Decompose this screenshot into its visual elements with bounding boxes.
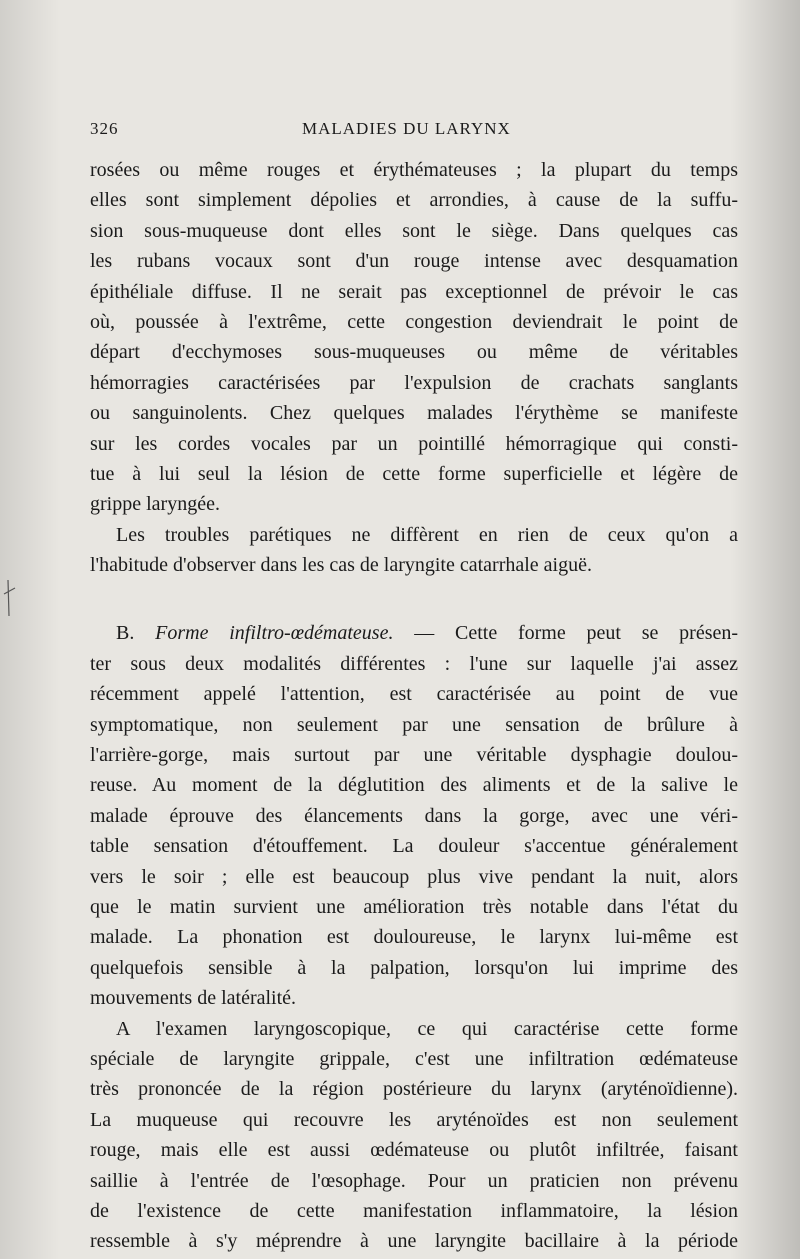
text-line: grippe laryngée. — [90, 493, 220, 516]
text-line: les rubans vocaux sont d'un rouge intense avec desquamation — [90, 250, 738, 273]
text-line: malade. La phonation est douloureuse, le larynx lui-même est — [90, 926, 738, 949]
text-line: ter sous deux modalités différentes : l'une sur laquelle j'ai assez — [90, 652, 738, 675]
text-line: reuse. Au moment de la déglutition des aliments et de la salive le — [90, 774, 738, 797]
section-heading-line — [90, 618, 738, 648]
body-text — [90, 155, 738, 1257]
paragraph-gap — [90, 580, 738, 618]
text-line: sion sous-muqueuse dont elles sont le siège. Dans quelques cas — [90, 219, 738, 242]
text-line: La muqueuse qui recouvre les aryténoïdes est non seulement — [90, 1108, 738, 1131]
text-line: spéciale de laryngite grippale, c'est une infiltration œdémateuse — [90, 1047, 738, 1070]
text-line: vers le soir ; elle est beaucoup plus vive pendant la nuit, alors — [90, 865, 738, 888]
section-first-line-text: — Cette forme peut se présen- — [393, 622, 738, 645]
text-line: très prononcée de la région postérieure du larynx (aryténoïdienne). — [90, 1078, 738, 1101]
text-line: table sensation d'étouffement. La douleur s'accentue généralement — [90, 835, 738, 858]
text-line: quelquefois sensible à la palpation, lorsqu'on lui imprime des — [90, 956, 738, 979]
text-line: ou sanguinolents. Chez quelques malades l'érythème se manifeste — [90, 402, 738, 425]
section-title: Forme infiltro-œdémateuse. — [155, 622, 394, 645]
text-line: tue à lui seul la lésion de cette forme superficielle et légère de — [90, 462, 738, 485]
text-line: l'habitude d'observer dans les cas de laryngite catarrhale aiguë. — [90, 554, 592, 577]
text-line: récemment appelé l'attention, est caractérisée au point de vue — [90, 683, 738, 706]
text-line: l'arrière-gorge, mais surtout par une véritable dysphagie doulou- — [90, 744, 738, 767]
section-label: B. — [116, 622, 135, 645]
running-head-title: MALADIES DU LARYNX — [302, 119, 511, 138]
page-number: 326 — [90, 119, 119, 138]
text-line: de l'existence de cette manifestation inflammatoire, la lésion — [90, 1199, 738, 1222]
text-line: mouvements de latéralité. — [90, 987, 297, 1010]
text-line: sur les cordes vocales par un pointillé hémorragique qui consti- — [90, 432, 738, 455]
text-line: Les troubles parétiques ne diffèrent en rien de ceux qu'on a — [116, 523, 738, 546]
text-line: départ d'ecchymoses sous-muqueuses ou même de véritables — [90, 341, 738, 364]
text-line: A l'examen laryngoscopique, ce qui caractérise cette forme — [116, 1017, 738, 1040]
running-head — [90, 119, 740, 143]
text-line: rosées ou même rouges et érythémateuses ; la plupart du temps — [90, 159, 738, 181]
text-line: que le matin survient une amélioration très notable dans l'état du — [90, 895, 738, 918]
text-line: ressemble à s'y méprendre à une laryngite bacillaire à la période — [90, 1230, 738, 1253]
text-line: elles sont simplement dépolies et arrondies, à cause de la suffu- — [90, 189, 738, 212]
text-line: symptomatique, non seulement par une sensation de brûlure à — [90, 713, 738, 736]
text-line: saillie à l'entrée de l'œsophage. Pour un praticien non prévenu — [90, 1169, 738, 1192]
margin-pencil-mark — [2, 578, 22, 618]
text-line: hémorragies caractérisées par l'expulsion de crachats sanglants — [90, 371, 738, 394]
text-line: épithéliale diffuse. Il ne serait pas exceptionnel de prévoir le cas — [90, 280, 738, 303]
text-line: malade éprouve des élancements dans la gorge, avec une véri- — [90, 804, 738, 827]
text-line: rouge, mais elle est aussi œdémateuse ou plutôt infiltrée, faisant — [90, 1139, 738, 1162]
text-line: où, poussée à l'extrême, cette congestion deviendrait le point de — [90, 310, 738, 333]
